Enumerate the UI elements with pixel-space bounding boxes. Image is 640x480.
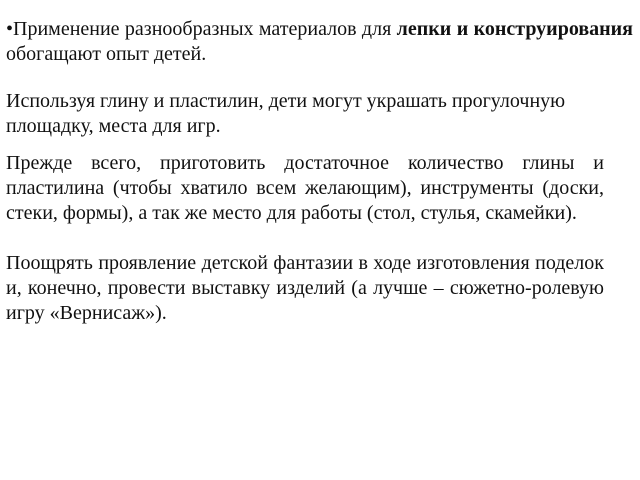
bullet-text-before: Применение разнообразных материалов для — [13, 18, 397, 40]
paragraph-encouragement: Поощрять проявление детской фантазии в ходе изготовления поделок и, конечно, провести выставку изделий (а лучше – сюжетно-ролевую игру «Вернисаж»). — [6, 252, 604, 324]
bullet-text-after: обогащают опыт детей. — [6, 43, 207, 65]
bullet-paragraph — [6, 17, 633, 67]
paragraph-clay-decoration: Используя глину и пластилин, дети могут украшать прогулочную площадку, места для игр. — [6, 90, 566, 137]
paragraph-preparation: Прежде всего, приготовить достаточное количество глины и пластилина (чтобы хватило всем желающим), инструменты (доски, стеки, формы), а так же место для работы (стол, стулья, скамейки). — [6, 152, 604, 224]
bullet-marker: • — [6, 18, 14, 40]
bullet-bold-text: лепки и конструирования — [396, 18, 633, 40]
